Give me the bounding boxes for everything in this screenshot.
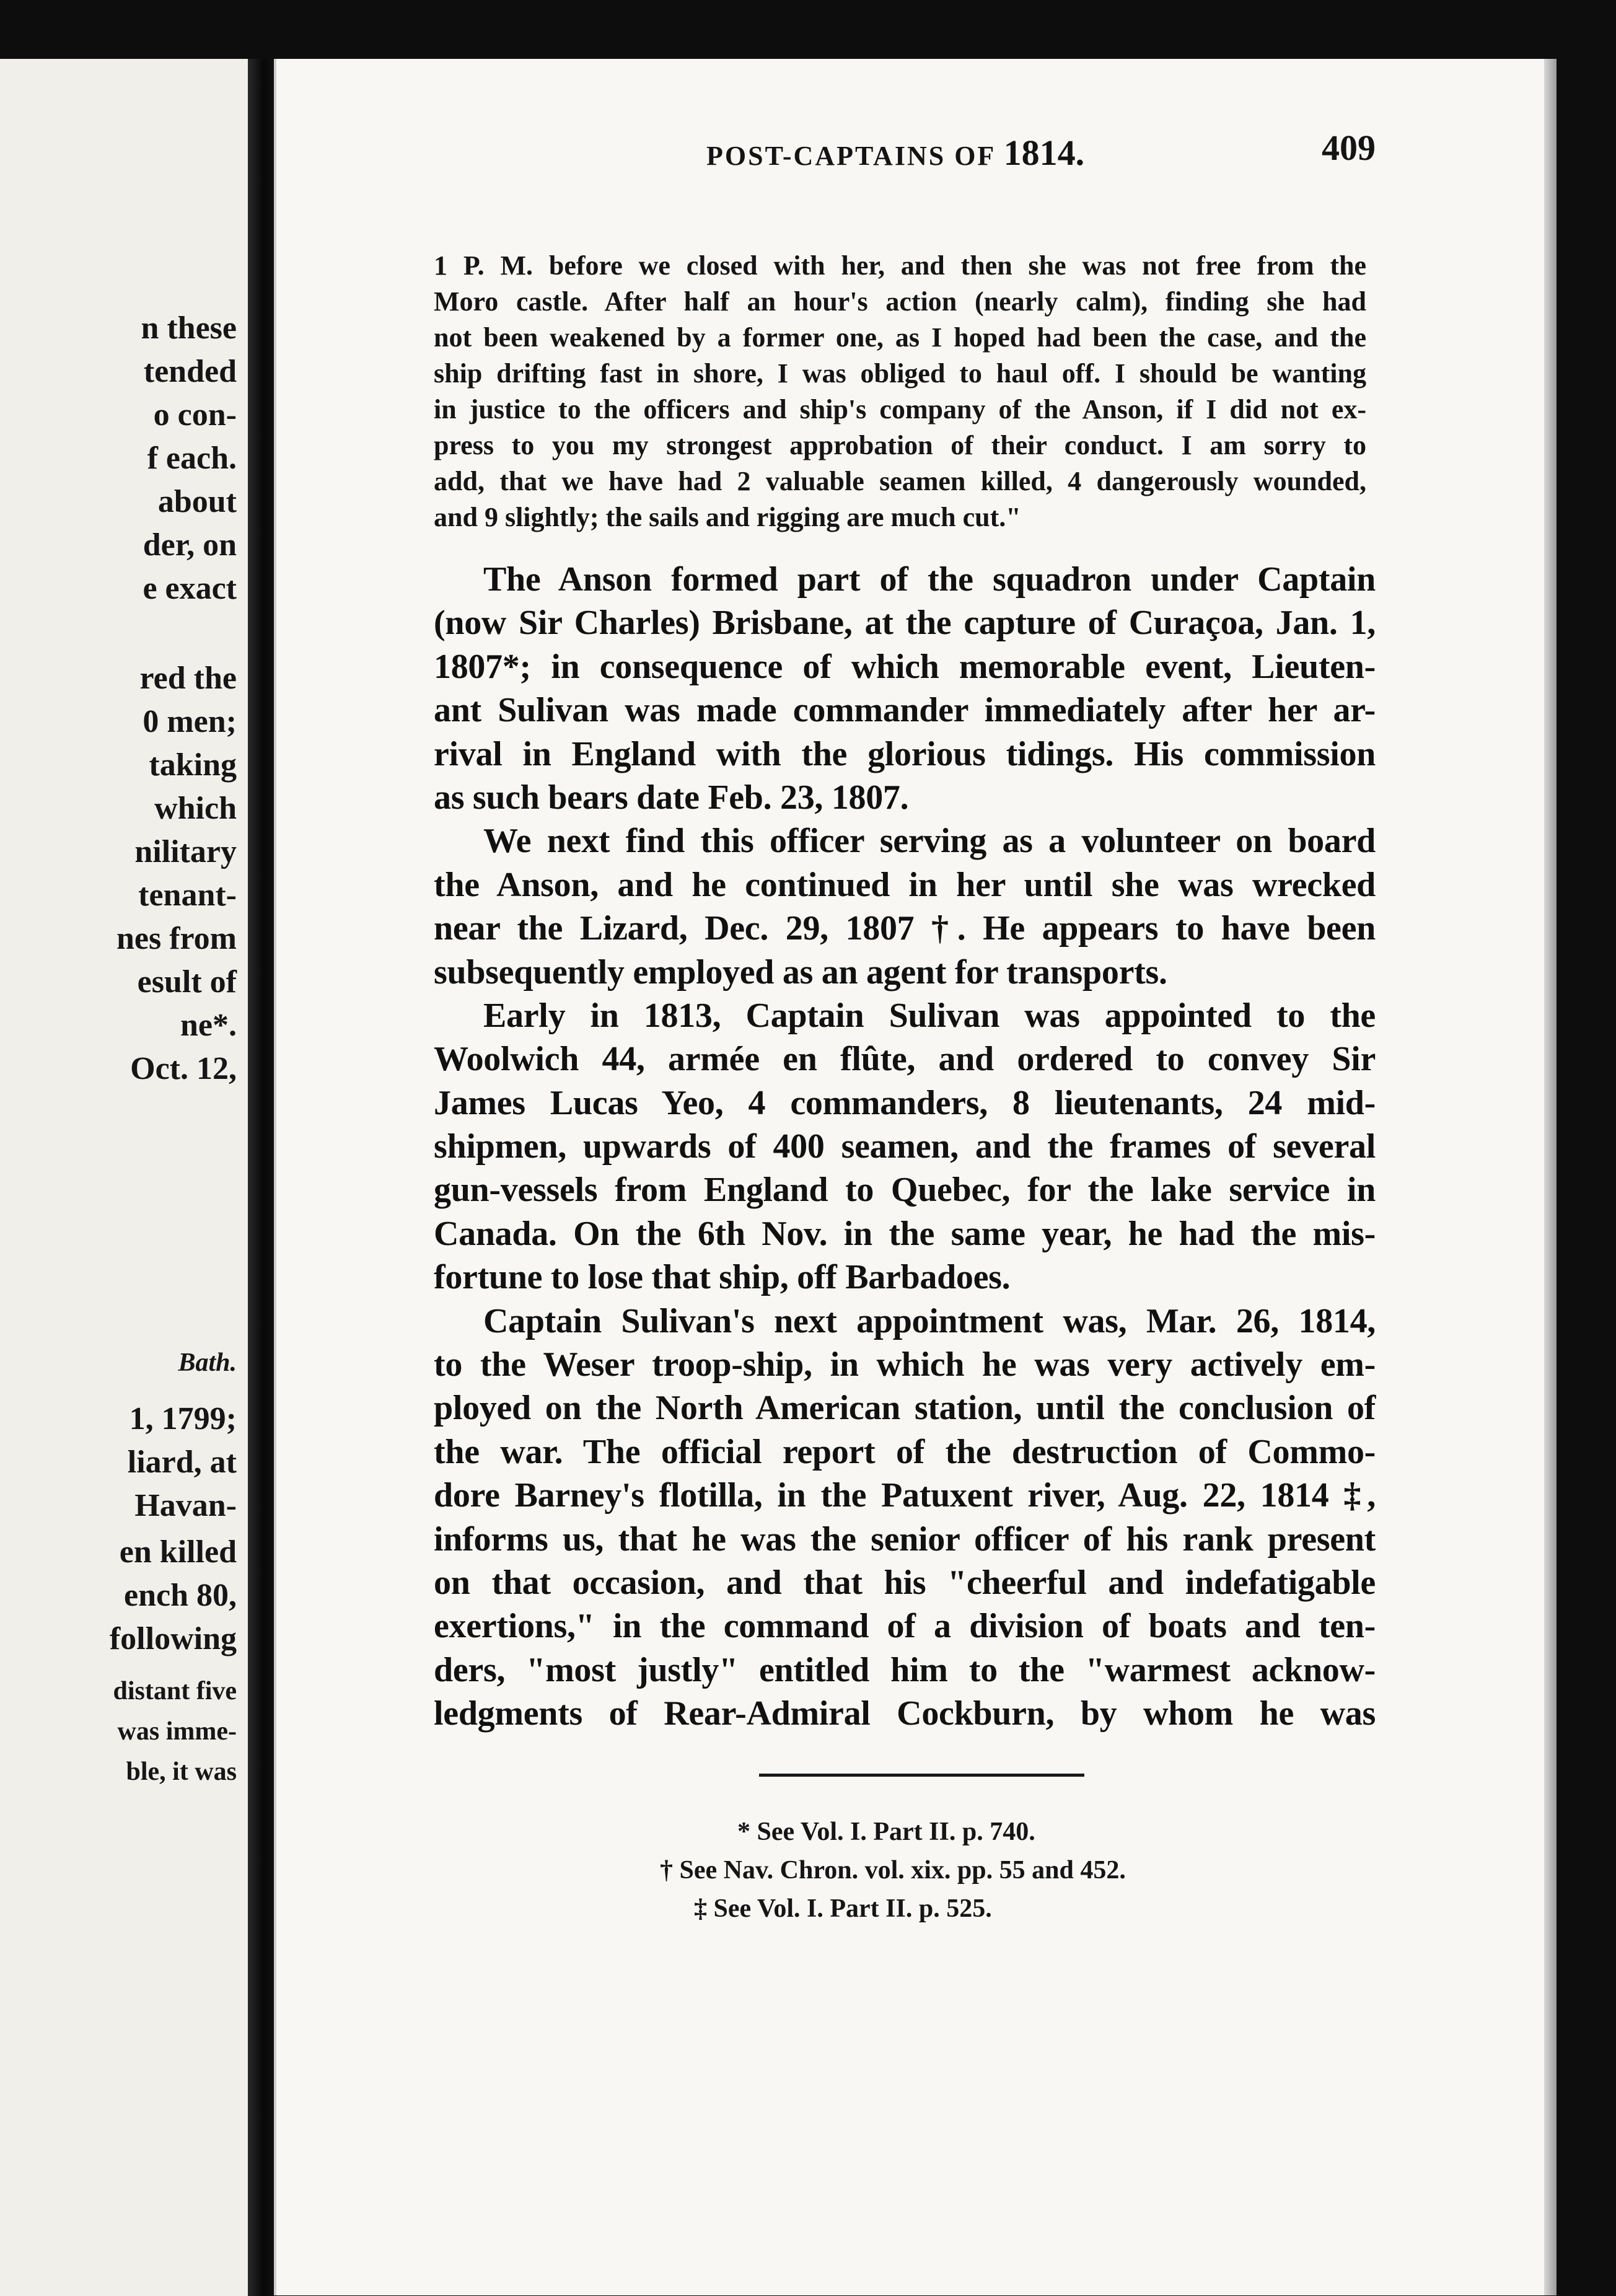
quote-line: in justice to the officers and ship's company of the Anson, if I did not ex- (434, 394, 1366, 424)
facing-line: Havan- (134, 1488, 237, 1523)
body-line: shipmen, upwards of 400 seamen, and the frames of several (434, 1127, 1376, 1166)
running-head-year: 1814. (1003, 133, 1085, 173)
body-line: James Lucas Yeo, 4 commanders, 8 lieutenants, 24 mid- (434, 1083, 1376, 1122)
facing-line: taking (149, 747, 237, 783)
body-line: subsequently employed as an agent for transports. (434, 952, 1167, 992)
body-line: ders, "most justly" entitled him to the "warmest acknow- (434, 1650, 1376, 1689)
body-line: fortune to lose that ship, off Barbadoes. (434, 1258, 1011, 1297)
body-line: on that occasion, and that his "cheerful and indefatigable (434, 1563, 1376, 1602)
facing-line: ble, it was (126, 1757, 237, 1786)
body-line: ant Sulivan was made commander immediately after her ar- (434, 691, 1376, 730)
body-line: the war. The official report of the destruction of Commo- (434, 1432, 1376, 1471)
facing-line: 1, 1799; (129, 1401, 237, 1436)
facing-line: ne*. (180, 1008, 237, 1043)
footnote: * See Vol. I. Part II. p. 740. (737, 1818, 1035, 1846)
body-line: as such bears date Feb. 23, 1807. (434, 778, 909, 817)
body-line: gun-vessels from England to Quebec, for the lake service in (434, 1171, 1376, 1210)
facing-line: tenant- (138, 877, 237, 913)
facing-line: n these (141, 310, 237, 346)
quote-line: and 9 slightly; the sails and rigging are much cut." (434, 502, 1021, 532)
body-line: the Anson, and he continued in her until she was wrecked (434, 865, 1376, 904)
body-line: (now Sir Charles) Brisbane, at the capture of Curaçoa, Jan. 1, (434, 604, 1376, 643)
facing-line: f each. (147, 441, 237, 476)
page-number: 409 (1322, 128, 1376, 168)
body-line: Early in 1813, Captain Sulivan was appointed to the (483, 996, 1376, 1035)
facing-line: which (154, 791, 237, 826)
body-line: ledgments of Rear-Admiral Cockburn, by whom he was (434, 1694, 1376, 1733)
body-line: The Anson formed part of the squadron under Captain (483, 560, 1376, 599)
facing-line: Bath. (178, 1348, 237, 1377)
body-line: near the Lizard, Dec. 29, 1807 †. He appears to have been (434, 909, 1376, 948)
facing-line: following (109, 1621, 237, 1656)
facing-line: distant five (113, 1677, 237, 1705)
running-head (706, 132, 1084, 174)
facing-line: liard, at (127, 1445, 237, 1480)
footnotes (620, 1813, 1301, 1928)
facing-line: e exact (143, 571, 237, 606)
facing-line: Oct. 12, (130, 1051, 237, 1086)
body-line: We next find this officer serving as a volunteer on board (483, 822, 1376, 861)
body-line: Woolwich 44, armée en flûte, and ordered to convey Sir (434, 1040, 1376, 1079)
quote-line: 1 P. M. before we closed with her, and then she was not free from the (434, 250, 1366, 281)
facing-line: ench 80, (124, 1578, 237, 1613)
facing-line: tended (143, 354, 237, 389)
body-line: dore Barney's flotilla, in the Patuxent river, Aug. 22, 1814 ‡, (434, 1476, 1376, 1515)
footnote: ‡ See Vol. I. Part II. p. 525. (694, 1894, 992, 1923)
book-gutter (248, 59, 274, 2296)
facing-line: der, on (143, 527, 237, 563)
facing-line: nes from (116, 921, 237, 956)
page-edge (1544, 59, 1557, 2295)
facing-line: was imme- (117, 1717, 237, 1746)
body-line: ployed on the North American station, until the conclusion of (434, 1389, 1376, 1428)
footnote: † See Nav. Chron. vol. xix. pp. 55 and 452. (660, 1856, 1126, 1885)
body-line: rival in England with the glorious tidings. His commission (434, 734, 1376, 773)
facing-line: esult of (137, 964, 237, 1000)
quote-line: not been weakened by a former one, as I hoped had been the case, and the (434, 322, 1366, 353)
body-line: Captain Sulivan's next appointment was, Mar. 26, 1814, (483, 1301, 1376, 1340)
quote-line: add, that we have had 2 valuable seamen killed, 4 dangerously wounded, (434, 466, 1366, 496)
page-header (434, 127, 1376, 177)
body-line: informs us, that he was the senior officer of his rank present (434, 1520, 1376, 1559)
facing-line: red the (139, 661, 237, 696)
footnote-rule (759, 1774, 1084, 1777)
running-head-text: POST-CAPTAINS OF (706, 141, 995, 171)
body-line: Canada. On the 6th Nov. in the same year, he had the mis- (434, 1214, 1376, 1253)
body-line: 1807*; in consequence of which memorable event, Lieuten- (434, 647, 1376, 686)
facing-line: en killed (119, 1534, 237, 1570)
quote-line: press to you my strongest approbation of their conduct. I am sorry to (434, 430, 1366, 460)
quoted-letter (434, 248, 1366, 535)
body-line: exertions," in the command of a division of boats and ten- (434, 1607, 1376, 1646)
quote-line: Moro castle. After half an hour's action (nearly calm), finding she had (434, 286, 1366, 317)
facing-page (0, 59, 248, 2296)
quote-line: ship drifting fast in shore, I was obliged to haul off. I should be wanting (434, 358, 1366, 389)
facing-line: 0 men; (143, 704, 237, 739)
facing-line: about (157, 484, 237, 519)
facing-line: nilitary (134, 834, 237, 869)
facing-line: o con- (153, 397, 237, 433)
body-line: to the Weser troop-ship, in which he was very actively em- (434, 1345, 1376, 1384)
body-text (434, 558, 1376, 1736)
